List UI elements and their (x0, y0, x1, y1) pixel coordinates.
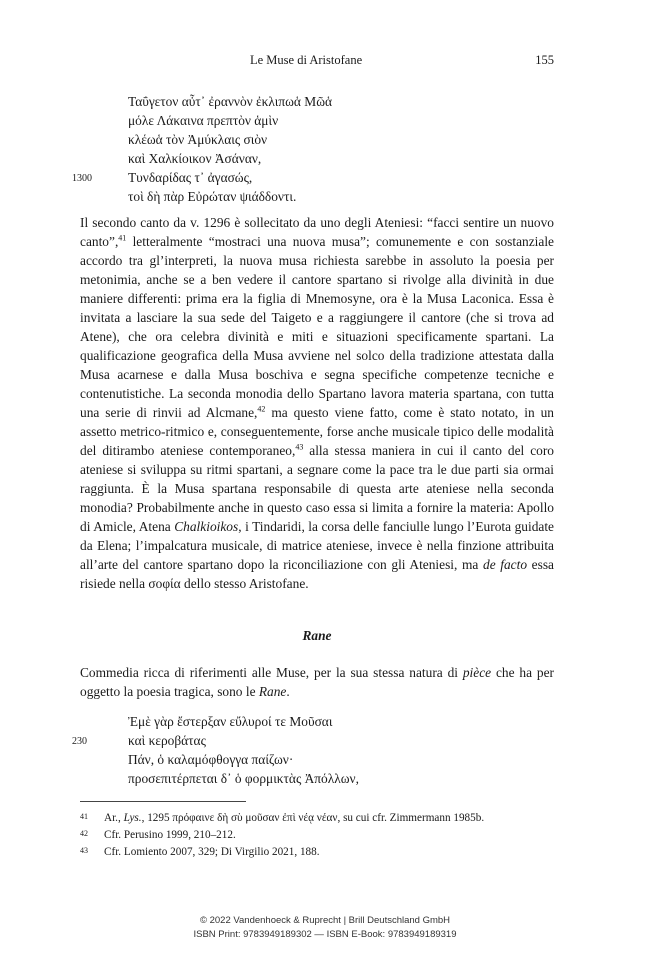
copyright-line: © 2022 Vandenhoeck & Ruprecht | Brill Deutschland GmbH (199, 915, 451, 926)
paragraph-italic: pièce (462, 665, 492, 680)
verse-line (128, 750, 359, 769)
verse-line-text: κλέωἁ τὸν Ἀμύκλαις σιὸν (128, 132, 268, 147)
paragraph-text: ma questo viene fatto, come è stato notato, in un assetto metrico-ritmico e, conseguentemente, forse anche musicale tipico delle modalità del ditirambo ateniese contemporaneo, (80, 405, 554, 458)
verse-line-text: μόλε Λάκαινα πρεπτὸν ἁμὶν (128, 113, 279, 128)
verse-line-text: καὶ κεροβάτας (128, 733, 206, 748)
verse-line (128, 111, 332, 130)
verse-line (128, 769, 359, 788)
body-paragraph-1 (80, 213, 554, 593)
section-heading: Rane (302, 628, 332, 643)
verse-line (128, 712, 359, 731)
verse-line-text: τοὶ δὴ πὰρ Εὐρώταν ψιάδδοντι. (128, 189, 297, 204)
footnote-divider (80, 801, 246, 802)
paragraph-italic: Chalkioikos (174, 519, 239, 534)
verse-line-number: 230 (72, 736, 87, 747)
footnote-ref-42[interactable]: 42 (257, 404, 266, 414)
verse-line-text: προσεπιτέρπεται δ᾽ ὁ φορμικτὰς Ἀπόλλων, (128, 771, 359, 786)
footnote-number: 41 (80, 812, 88, 821)
paragraph-text: essa risiede nella σοφία dello stesso Aristofane. (80, 557, 554, 591)
page-number: 155 (535, 53, 554, 67)
paragraph-text: . (286, 684, 290, 699)
verse-line-text: Πάν, ὁ καλαμόφθογγα παίζων· (128, 752, 294, 767)
verse-line (128, 149, 332, 168)
paragraph-text: alla stessa maniera in cui il canto del coro ateniese si sviluppa su ritmi spartani, a segnare come la pace tra le due parti sia ormai raggiunta. È la Musa spartana responsabile di questa arte ateniese nella seconda monodia? Probabilmente anche in questo caso essa si limita a fornire la materia: Apollo di Amicle, Atena (80, 443, 554, 534)
footnote-ref-43[interactable]: 43 (295, 442, 304, 452)
paragraph-text: letteralmente “mostraci una nuova musa”; comunemente e con sostanziale accordo tra gl’interpreti, la nuova musa richiesta sarebbe in assoluto la poesia per metonimia, anche se a ben vedere il cantore spartano si rivolge alla divinità in due maniere differenti: prima era la figlia di Mnemosyne, ora è la Musa Laconica. Essa è invitata a lasciare la sua sede del Taigeto e a raggiungere il cantore (che si trova ad Atene), che ora celebra divinità e miti e situazioni specificamente spartani. La qualificazione geografica della Musa avviene nel solco della tradizione attestata dalla Musa acarnese e dalla Musa boschiva e segna specifiche competenze tecniche e contenutistiche. La seconda monodia dello Spartano lavora materia spartana, con tutta una serie di rinvii ad Alcmane, (80, 234, 554, 420)
paragraph-text: Il secondo canto da v. 1296 è sollecitato da uno degli Ateniesi: “facci sentire un nuovo canto”, (80, 215, 554, 249)
verse-line (72, 168, 332, 187)
footnote-text: Cfr. Perusino 1999, 210–212. (104, 829, 236, 841)
body-paragraph-2 (80, 663, 554, 701)
paragraph-text: che ha per oggetto la poesia tragica, sono le (80, 665, 554, 699)
footnote-41 (80, 810, 554, 827)
footnote-text: Ar., (104, 812, 124, 824)
verse-line (128, 130, 332, 149)
footnotes (80, 810, 554, 861)
verse-line (128, 92, 332, 111)
verse-line-text: Ταΰγετον αὖτ᾽ ἐραννὸν ἐκλιπωἁ Μῶἁ (128, 94, 333, 109)
verse-block-lysistrata (72, 92, 333, 206)
footnote-number: 42 (80, 829, 88, 838)
footnote-text: Cfr. Lomiento 2007, 329; Di Virgilio 2021, 188. (104, 846, 320, 858)
verse-line-text: Τυνδαρίδας τ᾽ ἀγασώς, (128, 170, 253, 185)
verse-block-frogs (72, 712, 359, 788)
footnote-43 (80, 844, 554, 861)
paragraph-text: , i Tindaridi, la corsa delle fanciulle lungo l’Eurota guidate da Elena; l’impalcatura musicale, di matrice ateniese, invece è nella finzione attribuita all’arte del cantore spartano dopo la riconciliazione con gli Ateniesi, ma (80, 519, 554, 572)
paragraph-italic: Rane (258, 684, 287, 699)
isbn-line: ISBN Print: 9783949189302 — ISBN E-Book: 9783949189319 (193, 929, 457, 940)
verse-line-number: 1300 (72, 173, 92, 184)
running-head (80, 53, 554, 71)
paragraph-italic: de facto (483, 557, 528, 572)
verse-line (72, 731, 359, 750)
verse-line-text: Ἐμὲ γὰρ ἔστερξαν εὔλυροί τε Μοῦσαι (128, 714, 333, 729)
footnote-42 (80, 827, 554, 844)
footnote-number: 43 (80, 846, 88, 855)
footnote-italic: Lys. (123, 812, 142, 824)
running-head-title: Le Muse di Aristofane (250, 53, 363, 67)
paragraph-text: Commedia ricca di riferimenti alle Muse, per la sua stessa natura di (80, 665, 463, 680)
verse-line-text: καὶ Χαλκίοικον Ἀσάναν, (128, 151, 262, 166)
footnote-ref-41[interactable]: 41 (118, 233, 127, 243)
verse-line (128, 187, 332, 206)
footnote-text: , 1295 πρόφαινε δὴ σὺ μοῦσαν ἐπὶ νέᾳ νέαν, su cui cfr. Zimmermann 1985b. (141, 812, 485, 824)
